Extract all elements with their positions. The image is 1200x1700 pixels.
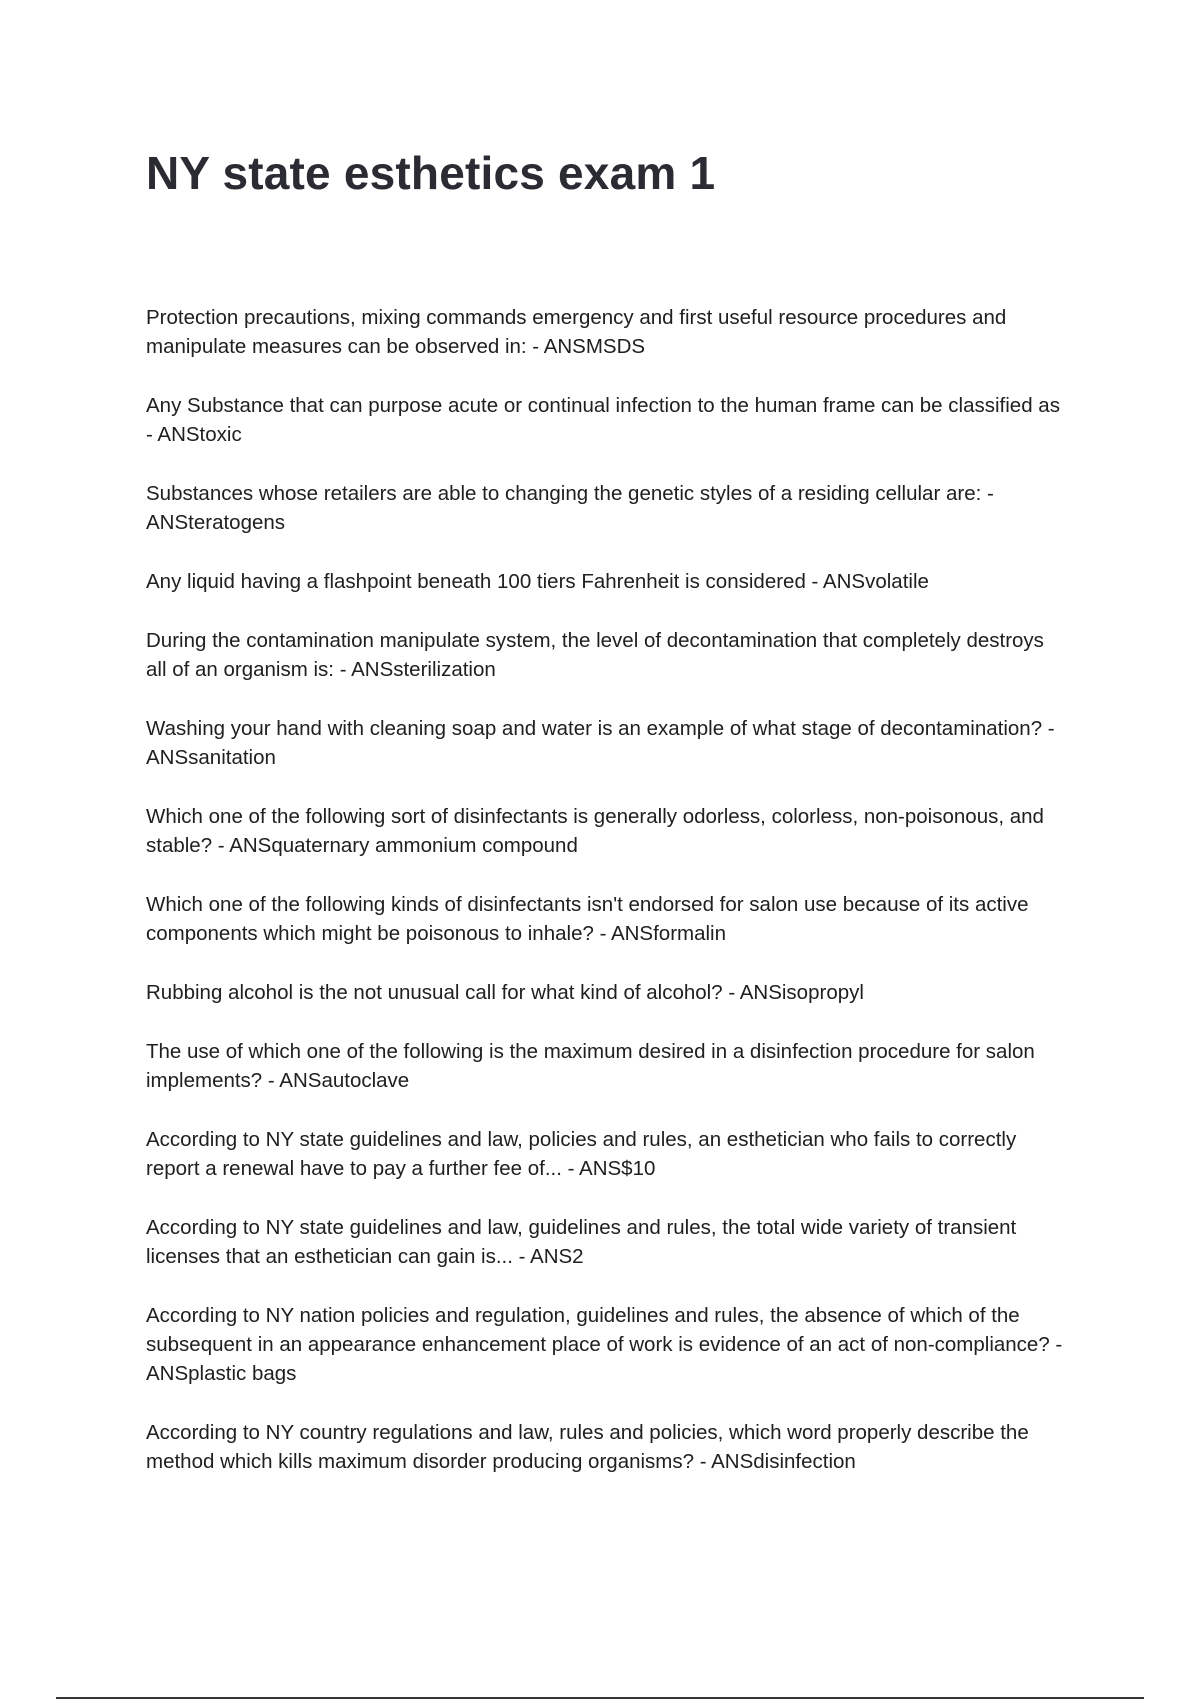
question-answer-item: Which one of the following sort of disinfectants is generally odorless, colorless, non-poisonous, and stable? - ANSquaternary ammonium compound bbox=[146, 805, 1044, 857]
question-answer-item: Washing your hand with cleaning soap and water is an example of what stage of decontamination? - ANSsanitation bbox=[146, 717, 1055, 769]
question-answer-list bbox=[146, 303, 1066, 1506]
question-answer-item: Protection precautions, mixing commands emergency and first useful resource procedures and manipulate measures can be observed in: - ANSMSDS bbox=[146, 306, 1007, 358]
question-answer-item: Any liquid having a flashpoint beneath 100 tiers Fahrenheit is considered - ANSvolatile bbox=[146, 570, 929, 593]
question-answer-item: Rubbing alcohol is the not unusual call for what kind of alcohol? - ANSisopropyl bbox=[146, 981, 864, 1004]
question-answer-item: According to NY country regulations and law, rules and policies, which word properly describe the method which kills maximum disorder producing organisms? - ANSdisinfection bbox=[146, 1421, 1029, 1473]
question-answer-item: Any Substance that can purpose acute or continual infection to the human frame can be classified as - ANStoxic bbox=[146, 394, 1060, 446]
question-answer-item: Substances whose retailers are able to changing the genetic styles of a residing cellular are: - ANSteratogens bbox=[146, 482, 994, 534]
question-answer-item: According to NY state guidelines and law, guidelines and rules, the total wide variety of transient licenses that an esthetician can gain is... - ANS2 bbox=[146, 1216, 1017, 1268]
question-answer-item: According to NY nation policies and regulation, guidelines and rules, the absence of which of the subsequent in an appearance enhancement place of work is evidence of an act of non-compliance? - ANSplastic bags bbox=[146, 1304, 1063, 1385]
question-answer-item: According to NY state guidelines and law, policies and rules, an esthetician who fails to correctly report a renewal have to pay a further fee of... - ANS$10 bbox=[146, 1128, 1017, 1180]
question-answer-item: During the contamination manipulate system, the level of decontamination that completely destroys all of an organism is: - ANSsterilization bbox=[146, 629, 1044, 681]
document-title: NY state esthetics exam 1 bbox=[146, 147, 716, 199]
question-answer-item: Which one of the following kinds of disinfectants isn't endorsed for salon use because of its active components which might be poisonous to inhale? - ANSformalin bbox=[146, 893, 1029, 945]
footer-divider bbox=[56, 1697, 1144, 1699]
question-answer-item: The use of which one of the following is the maximum desired in a disinfection procedure for salon implements? - ANSautoclave bbox=[146, 1040, 1035, 1092]
